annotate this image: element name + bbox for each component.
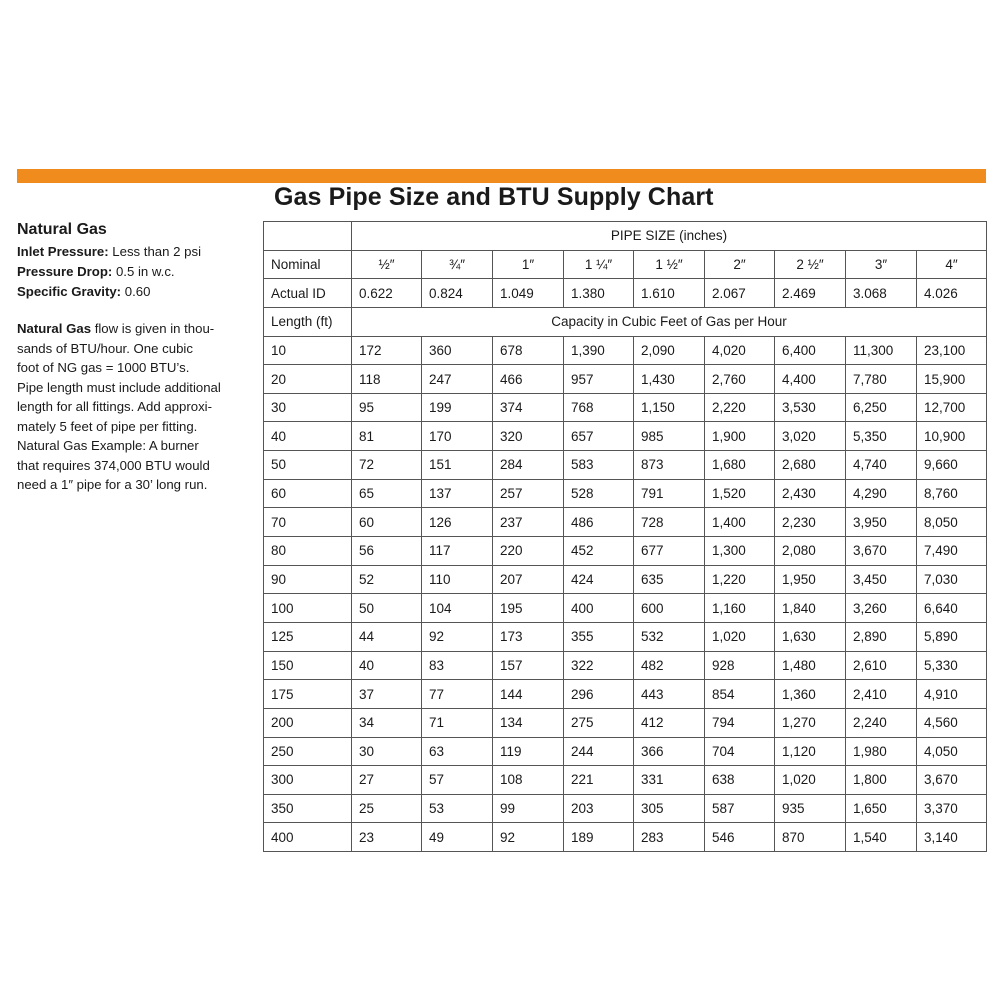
capacity-cell: 3,140 [917, 823, 987, 852]
table-row [264, 537, 987, 566]
capacity-cell: 275 [564, 708, 634, 737]
table-row [264, 708, 987, 737]
capacity-cell: 50 [352, 594, 422, 623]
capacity-cell: 400 [564, 594, 634, 623]
capacity-cell: 587 [705, 794, 775, 823]
capacity-cell: 355 [564, 622, 634, 651]
capacity-cell: 5,330 [917, 651, 987, 680]
capacity-cell: 296 [564, 680, 634, 709]
paragraph-line [17, 319, 242, 339]
nominal-size-cell: 1 ¼″ [564, 250, 634, 279]
capacity-cell: 412 [634, 708, 705, 737]
capacity-header: Capacity in Cubic Feet of Gas per Hour [352, 307, 987, 336]
description-paragraph [17, 319, 242, 495]
capacity-cell: 5,890 [917, 622, 987, 651]
capacity-cell: 305 [634, 794, 705, 823]
capacity-cell: 134 [493, 708, 564, 737]
capacity-cell: 3,260 [846, 594, 917, 623]
capacity-cell: 52 [352, 565, 422, 594]
capacity-cell: 366 [634, 737, 705, 766]
paragraph-line: foot of NG gas = 1000 BTU’s. [17, 360, 190, 375]
capacity-cell: 1,840 [775, 594, 846, 623]
capacity-cell: 2,430 [775, 479, 846, 508]
capacity-cell: 195 [493, 594, 564, 623]
capacity-cell: 1,630 [775, 622, 846, 651]
length-cell: 30 [264, 393, 352, 422]
capacity-cell: 2,080 [775, 537, 846, 566]
capacity-cell: 957 [564, 365, 634, 394]
table-row [264, 451, 987, 480]
capacity-cell: 237 [493, 508, 564, 537]
capacity-cell: 95 [352, 393, 422, 422]
nominal-size-cell: ½″ [352, 250, 422, 279]
capacity-cell: 528 [564, 479, 634, 508]
table-row [264, 823, 987, 852]
header-empty-cell [264, 222, 352, 251]
table-row [264, 794, 987, 823]
capacity-cell: 600 [634, 594, 705, 623]
capacity-cell: 157 [493, 651, 564, 680]
paragraph-line: Natural Gas Example: A burner [17, 438, 199, 453]
table-row [264, 651, 987, 680]
capacity-cell: 3,020 [775, 422, 846, 451]
capacity-cell: 1,300 [705, 537, 775, 566]
capacity-cell: 2,090 [634, 336, 705, 365]
capacity-cell: 40 [352, 651, 422, 680]
capacity-cell: 2,890 [846, 622, 917, 651]
capacity-cell: 257 [493, 479, 564, 508]
capacity-cell: 2,410 [846, 680, 917, 709]
capacity-cell: 4,910 [917, 680, 987, 709]
table-row [264, 622, 987, 651]
capacity-cell: 37 [352, 680, 422, 709]
capacity-cell: 322 [564, 651, 634, 680]
length-cell: 175 [264, 680, 352, 709]
capacity-cell: 532 [634, 622, 705, 651]
table-body [264, 222, 987, 852]
length-cell: 300 [264, 766, 352, 795]
capacity-cell: 23,100 [917, 336, 987, 365]
paragraph-line: length for all fittings. Add approxi- [17, 399, 212, 414]
capacity-cell: 119 [493, 737, 564, 766]
table-row [264, 737, 987, 766]
pipe-size-table [263, 221, 987, 852]
row-label: Actual ID [264, 279, 352, 308]
capacity-cell: 2,760 [705, 365, 775, 394]
capacity-cell: 2,230 [775, 508, 846, 537]
table-row [264, 479, 987, 508]
capacity-cell: 678 [493, 336, 564, 365]
length-cell: 70 [264, 508, 352, 537]
length-cell: 200 [264, 708, 352, 737]
table-row [264, 766, 987, 795]
length-cell: 350 [264, 794, 352, 823]
capacity-cell: 4,050 [917, 737, 987, 766]
spec-line [17, 282, 242, 302]
capacity-cell: 657 [564, 422, 634, 451]
capacity-cell: 10,900 [917, 422, 987, 451]
capacity-cell: 92 [422, 622, 493, 651]
capacity-cell: 854 [705, 680, 775, 709]
nominal-size-cell: 2″ [705, 250, 775, 279]
capacity-cell: 151 [422, 451, 493, 480]
nominal-size-cell: 2 ½″ [775, 250, 846, 279]
spec-label: Pressure Drop: [17, 264, 113, 279]
nominal-size-cell: 4″ [917, 250, 987, 279]
actual-id-cell: 1.380 [564, 279, 634, 308]
capacity-cell: 284 [493, 451, 564, 480]
actual-id-cell: 4.026 [917, 279, 987, 308]
spec-label: Specific Gravity: [17, 284, 122, 299]
capacity-cell: 7,030 [917, 565, 987, 594]
capacity-cell: 207 [493, 565, 564, 594]
table-row [264, 508, 987, 537]
table-row [264, 680, 987, 709]
capacity-cell: 8,050 [917, 508, 987, 537]
capacity-cell: 172 [352, 336, 422, 365]
capacity-cell: 2,680 [775, 451, 846, 480]
capacity-cell: 1,540 [846, 823, 917, 852]
capacity-cell: 928 [705, 651, 775, 680]
capacity-cell: 81 [352, 422, 422, 451]
capacity-cell: 1,020 [705, 622, 775, 651]
nominal-size-cell: 1″ [493, 250, 564, 279]
length-header: Length (ft) [264, 307, 352, 336]
capacity-cell: 77 [422, 680, 493, 709]
capacity-cell: 3,670 [846, 537, 917, 566]
paragraph-line: sands of BTU/hour. One cubic [17, 340, 193, 356]
capacity-cell: 320 [493, 422, 564, 451]
capacity-cell: 583 [564, 451, 634, 480]
capacity-cell: 2,240 [846, 708, 917, 737]
capacity-cell: 99 [493, 794, 564, 823]
capacity-cell: 1,150 [634, 393, 705, 422]
actual-id-cell: 0.622 [352, 279, 422, 308]
section-heading: Natural Gas [17, 221, 107, 238]
length-cell: 250 [264, 737, 352, 766]
capacity-cell: 466 [493, 365, 564, 394]
capacity-cell: 7,490 [917, 537, 987, 566]
capacity-cell: 4,740 [846, 451, 917, 480]
capacity-cell: 546 [705, 823, 775, 852]
capacity-cell: 424 [564, 565, 634, 594]
capacity-cell: 92 [493, 823, 564, 852]
capacity-cell: 1,430 [634, 365, 705, 394]
capacity-header-row [264, 307, 987, 336]
nominal-size-cell: ¾″ [422, 250, 493, 279]
actual-id-cell: 1.610 [634, 279, 705, 308]
capacity-cell: 3,450 [846, 565, 917, 594]
capacity-cell: 1,680 [705, 451, 775, 480]
length-cell: 100 [264, 594, 352, 623]
capacity-cell: 374 [493, 393, 564, 422]
capacity-cell: 5,350 [846, 422, 917, 451]
capacity-cell: 126 [422, 508, 493, 537]
capacity-cell: 3,950 [846, 508, 917, 537]
row-label: Nominal [264, 250, 352, 279]
capacity-cell: 7,780 [846, 365, 917, 394]
capacity-cell: 56 [352, 537, 422, 566]
length-cell: 20 [264, 365, 352, 394]
capacity-cell: 768 [564, 393, 634, 422]
capacity-cell: 677 [634, 537, 705, 566]
accent-bar [17, 169, 986, 183]
capacity-cell: 2,610 [846, 651, 917, 680]
paragraph-line: Pipe length must include additional [17, 379, 221, 395]
capacity-cell: 137 [422, 479, 493, 508]
length-cell: 40 [264, 422, 352, 451]
capacity-cell: 2,220 [705, 393, 775, 422]
capacity-cell: 3,530 [775, 393, 846, 422]
capacity-cell: 104 [422, 594, 493, 623]
capacity-cell: 4,290 [846, 479, 917, 508]
capacity-cell: 220 [493, 537, 564, 566]
nominal-size-cell: 3″ [846, 250, 917, 279]
capacity-cell: 1,160 [705, 594, 775, 623]
paragraph-line: need a 1″ pipe for a 30’ long run. [17, 477, 208, 492]
capacity-cell: 110 [422, 565, 493, 594]
capacity-cell: 638 [705, 766, 775, 795]
capacity-cell: 144 [493, 680, 564, 709]
table-row [264, 594, 987, 623]
capacity-cell: 794 [705, 708, 775, 737]
capacity-cell: 1,900 [705, 422, 775, 451]
capacity-cell: 728 [634, 508, 705, 537]
capacity-cell: 27 [352, 766, 422, 795]
paragraph-text: flow is given in thou- [91, 321, 215, 336]
capacity-cell: 8,760 [917, 479, 987, 508]
spec-line [17, 242, 242, 262]
capacity-cell: 71 [422, 708, 493, 737]
actual-id-cell: 2.067 [705, 279, 775, 308]
capacity-cell: 57 [422, 766, 493, 795]
capacity-cell: 985 [634, 422, 705, 451]
capacity-cell: 53 [422, 794, 493, 823]
spec-line [17, 262, 242, 282]
pipe-size-header: PIPE SIZE (inches) [352, 222, 987, 251]
nominal-row [264, 250, 987, 279]
table-row [264, 565, 987, 594]
capacity-cell: 244 [564, 737, 634, 766]
capacity-cell: 247 [422, 365, 493, 394]
capacity-cell: 443 [634, 680, 705, 709]
capacity-cell: 60 [352, 508, 422, 537]
natural-gas-info [17, 221, 242, 495]
capacity-cell: 108 [493, 766, 564, 795]
actual-id-cell: 3.068 [846, 279, 917, 308]
capacity-cell: 3,370 [917, 794, 987, 823]
capacity-cell: 6,250 [846, 393, 917, 422]
length-cell: 80 [264, 537, 352, 566]
capacity-cell: 486 [564, 508, 634, 537]
capacity-cell: 44 [352, 622, 422, 651]
length-cell: 150 [264, 651, 352, 680]
table-row [264, 393, 987, 422]
capacity-cell: 1,120 [775, 737, 846, 766]
capacity-cell: 1,800 [846, 766, 917, 795]
spec-value: Less than 2 psi [108, 244, 201, 259]
spec-label: Inlet Pressure: [17, 244, 109, 259]
capacity-cell: 1,480 [775, 651, 846, 680]
capacity-cell: 3,670 [917, 766, 987, 795]
capacity-cell: 15,900 [917, 365, 987, 394]
capacity-cell: 1,390 [564, 336, 634, 365]
capacity-cell: 4,020 [705, 336, 775, 365]
length-cell: 125 [264, 622, 352, 651]
capacity-cell: 873 [634, 451, 705, 480]
capacity-cell: 6,400 [775, 336, 846, 365]
capacity-cell: 791 [634, 479, 705, 508]
capacity-cell: 12,700 [917, 393, 987, 422]
capacity-cell: 1,270 [775, 708, 846, 737]
actual-id-cell: 0.824 [422, 279, 493, 308]
capacity-cell: 482 [634, 651, 705, 680]
capacity-cell: 4,400 [775, 365, 846, 394]
capacity-cell: 65 [352, 479, 422, 508]
capacity-cell: 1,650 [846, 794, 917, 823]
capacity-cell: 34 [352, 708, 422, 737]
length-cell: 10 [264, 336, 352, 365]
capacity-cell: 1,950 [775, 565, 846, 594]
actual-id-cell: 2.469 [775, 279, 846, 308]
actual-id-row [264, 279, 987, 308]
capacity-cell: 1,020 [775, 766, 846, 795]
paragraph-line: that requires 374,000 BTU would [17, 457, 210, 473]
capacity-cell: 360 [422, 336, 493, 365]
capacity-cell: 63 [422, 737, 493, 766]
nominal-size-cell: 1 ½″ [634, 250, 705, 279]
capacity-cell: 11,300 [846, 336, 917, 365]
capacity-cell: 23 [352, 823, 422, 852]
capacity-cell: 203 [564, 794, 634, 823]
capacity-cell: 72 [352, 451, 422, 480]
actual-id-cell: 1.049 [493, 279, 564, 308]
capacity-cell: 1,220 [705, 565, 775, 594]
table-row [264, 336, 987, 365]
capacity-cell: 6,640 [917, 594, 987, 623]
capacity-cell: 25 [352, 794, 422, 823]
capacity-cell: 221 [564, 766, 634, 795]
capacity-cell: 117 [422, 537, 493, 566]
table-row [264, 422, 987, 451]
page-title: Gas Pipe Size and BTU Supply Chart [274, 183, 714, 211]
table-row [264, 365, 987, 394]
capacity-cell: 4,560 [917, 708, 987, 737]
capacity-cell: 9,660 [917, 451, 987, 480]
capacity-cell: 704 [705, 737, 775, 766]
paragraph-line: mately 5 feet of pipe per fitting. [17, 418, 198, 434]
capacity-cell: 1,400 [705, 508, 775, 537]
capacity-cell: 83 [422, 651, 493, 680]
table-header-row [264, 222, 987, 251]
paragraph-bold-lead: Natural Gas [17, 321, 92, 336]
capacity-cell: 199 [422, 393, 493, 422]
capacity-cell: 1,980 [846, 737, 917, 766]
capacity-cell: 118 [352, 365, 422, 394]
length-cell: 50 [264, 451, 352, 480]
spec-value: 0.5 in w.c. [112, 264, 175, 279]
capacity-cell: 1,520 [705, 479, 775, 508]
capacity-cell: 189 [564, 823, 634, 852]
capacity-cell: 49 [422, 823, 493, 852]
length-cell: 90 [264, 565, 352, 594]
capacity-cell: 30 [352, 737, 422, 766]
capacity-cell: 452 [564, 537, 634, 566]
capacity-cell: 170 [422, 422, 493, 451]
length-cell: 60 [264, 479, 352, 508]
capacity-cell: 173 [493, 622, 564, 651]
capacity-cell: 935 [775, 794, 846, 823]
capacity-cell: 870 [775, 823, 846, 852]
capacity-cell: 331 [634, 766, 705, 795]
capacity-cell: 283 [634, 823, 705, 852]
spec-value: 0.60 [121, 284, 151, 299]
length-cell: 400 [264, 823, 352, 852]
capacity-cell: 635 [634, 565, 705, 594]
capacity-cell: 1,360 [775, 680, 846, 709]
